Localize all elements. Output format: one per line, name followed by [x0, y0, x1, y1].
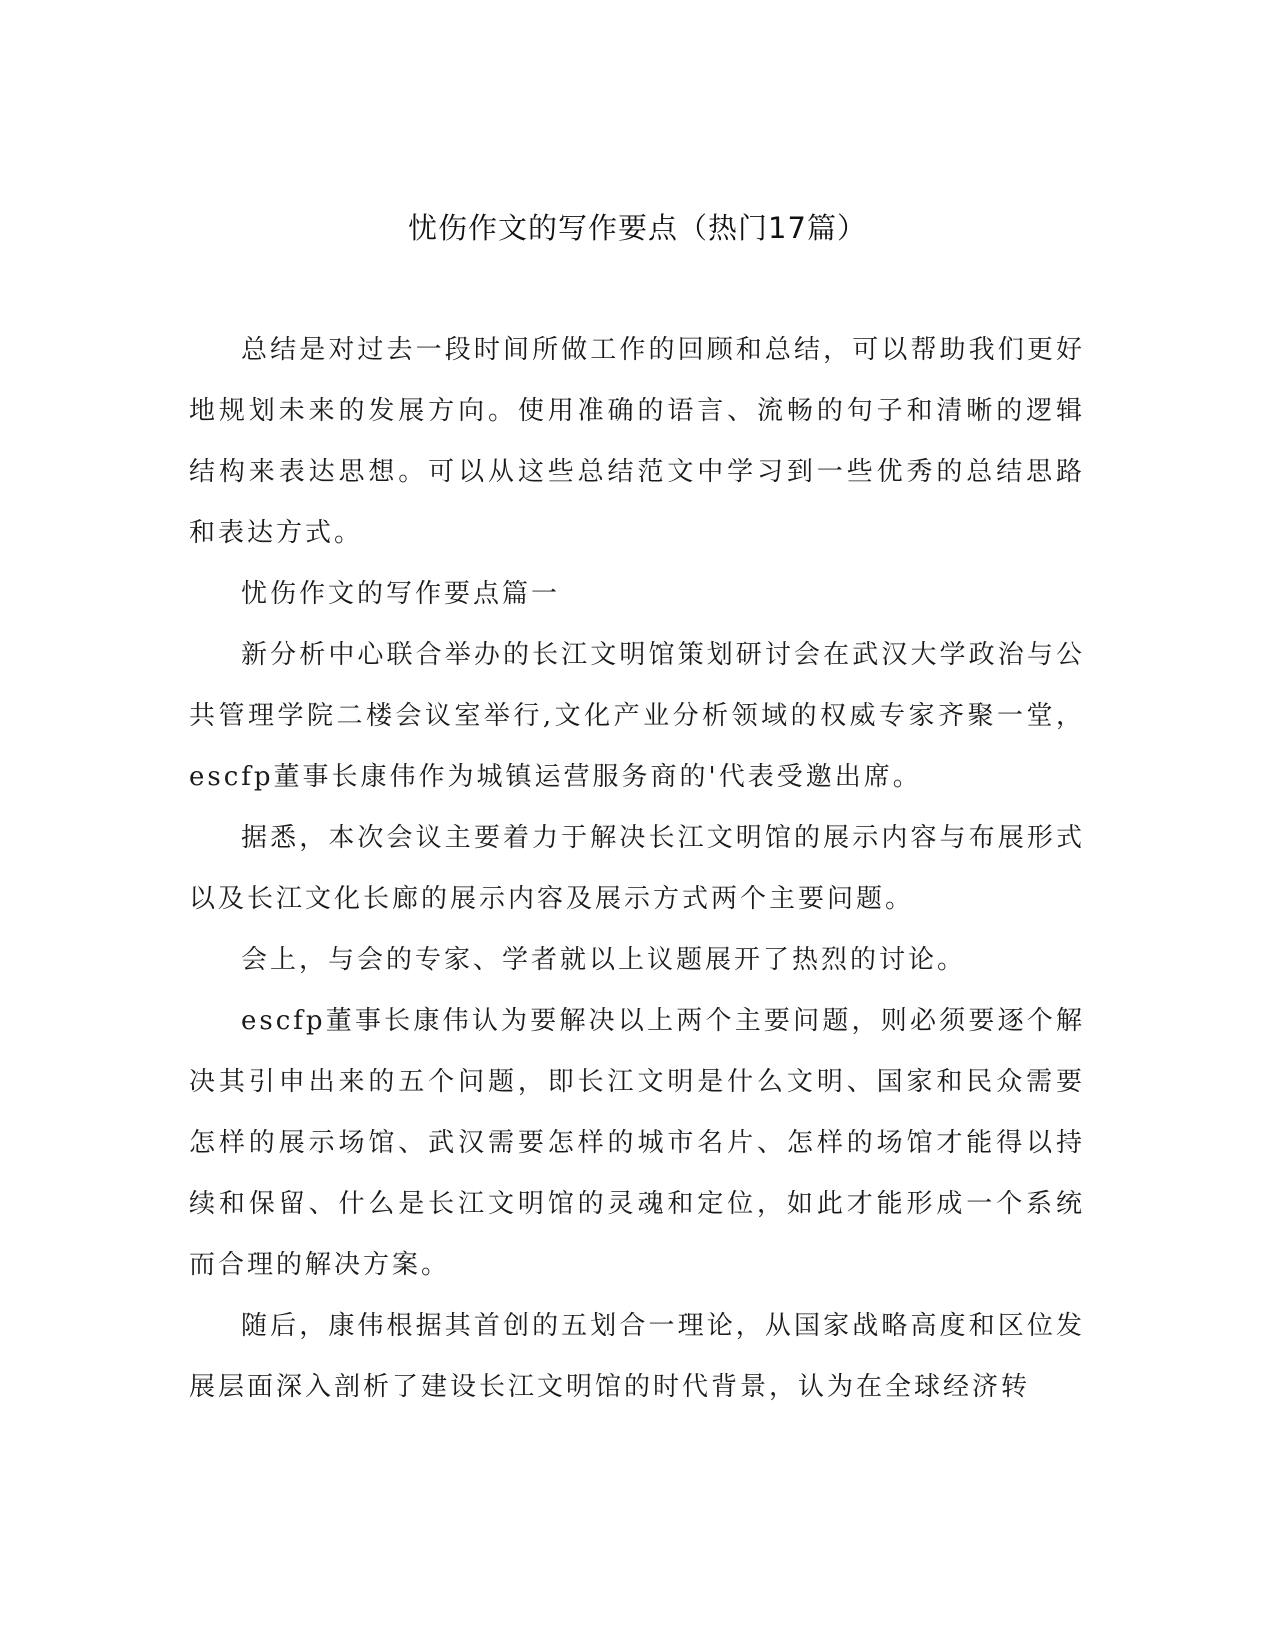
document-title: 忧伤作文的写作要点（热门17篇）: [408, 211, 867, 245]
paragraph: escfp董事长康伟认为要解决以上两个主要问题，则必须要逐个解决其引申出来的五个问题，即长江文明是什么文明、国家和民众需要怎样的展示场馆、武汉需要怎样的城市名片、怎样的场馆才能得以持续和保留、什么是长江文明馆的灵魂和定位，如此才能形成一个系统而合理的解决方案。: [189, 1006, 1085, 1280]
paragraph-intro: 总结是对过去一段时间所做工作的回顾和总结，可以帮助我们更好地规划未来的发展方向。使用准确的语言、流畅的句子和清晰的逻辑结构来表达思想。可以从这些总结范文中学习到一些优秀的总结思路和表达方式。: [189, 335, 1085, 548]
document-body: [189, 320, 1085, 1418]
paragraph: 随后，康伟根据其首创的五划合一理论，从国家战略高度和区位发展层面深入剖析了建设长江文明馆的时代背景，认为在全球经济转: [189, 1311, 1085, 1402]
paragraph: 据悉，本次会议主要着力于解决长江文明馆的展示内容与布展形式以及长江文化长廊的展示内容及展示方式两个主要问题。: [189, 823, 1085, 914]
paragraph: 会上，与会的专家、学者就以上议题展开了热烈的讨论。: [241, 945, 967, 975]
section-heading: 忧伤作文的写作要点篇一: [241, 579, 561, 609]
paragraph: 新分析中心联合举办的长江文明馆策划研讨会在武汉大学政治与公共管理学院二楼会议室举行,文化产业分析领域的权威专家齐聚一堂，escfp董事长康伟作为城镇运营服务商的'代表受邀出席。: [189, 640, 1085, 792]
